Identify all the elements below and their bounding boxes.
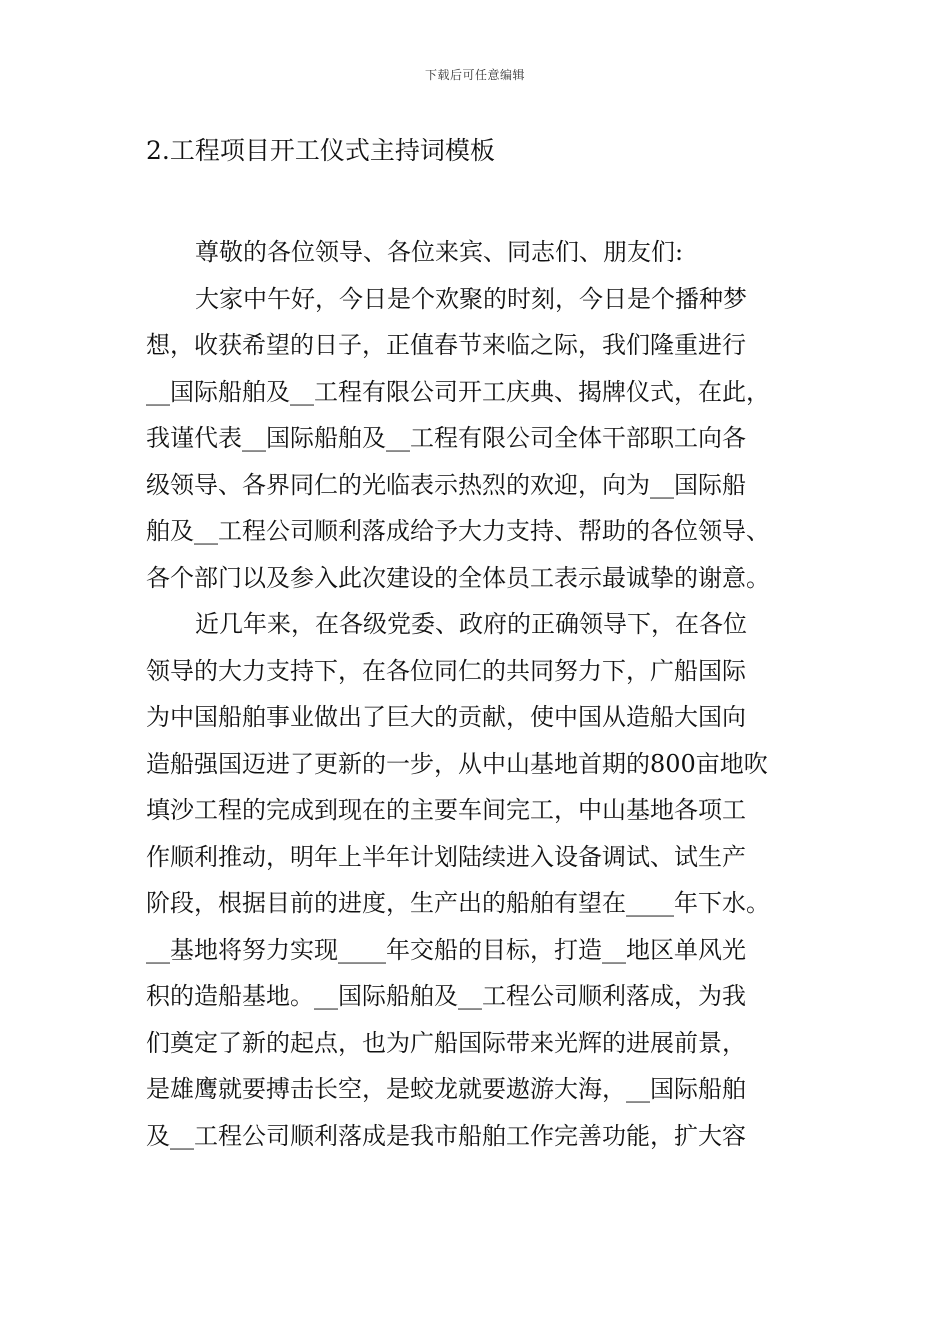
body-line: 舶及__工程公司顺利落成给予大力支持、帮助的各位领导、 [146,517,770,545]
body-line: 作顺利推动，明年上半年计划陆续进入设备调试、试生产 [146,842,746,871]
header-note: 下载后可任意编辑 [424,68,525,82]
body-line: 近几年来，在各级党委、政府的正确领导下，在各位 [195,610,747,638]
body-line: __国际船舶及__工程有限公司开工庆典、揭牌仪式，在此， [146,377,770,406]
body-line: 及__工程公司顺利落成是我市船舶工作完善功能，扩大容 [146,1121,746,1150]
body-line: 尊敬的各位领导、各位来宾、同志们、朋友们: [195,238,684,266]
body-line: 阶段，根据目前的进度，生产出的船舶有望在____年下水。 [146,889,770,917]
body-line: 级领导、各界同仁的光临表示热烈的欢迎，向为__国际船 [146,470,746,499]
body-line: 为中国船舶事业做出了巨大的贡献，使中国从造船大国向 [146,703,746,731]
body-line: 积的造船基地。__国际船舶及__工程公司顺利落成，为我 [146,982,746,1010]
document-title: 2.工程项目开工仪式主持词模板 [146,136,495,165]
body-line: 各个部门以及参入此次建设的全体员工表示最诚挚的谢意。 [146,563,770,592]
body-line: 大家中午好，今日是个欢聚的时刻，今日是个播种梦 [195,284,747,313]
body-line: 填沙工程的完成到现在的主要车间完工，中山基地各项工 [146,796,746,824]
body-line: __基地将努力实现____年交船的目标，打造__地区单风光 [146,935,746,964]
body-line: 们奠定了新的起点，也为广船国际带来光辉的进展前景， [146,1028,746,1057]
document-body [146,229,810,1159]
body-line: 领导的大力支持下，在各位同仁的共同努力下，广船国际 [146,656,746,685]
body-line: 想，收获希望的日子，正值春节来临之际，我们隆重进行 [146,331,746,359]
body-line: 是雄鹰就要搏击长空，是蛟龙就要遨游大海，__国际船舶 [146,1075,746,1103]
body-line: 造船强国迈进了更新的一步，从中山基地首期的800亩地吹 [146,749,768,778]
body-line: 我谨代表__国际船舶及__工程有限公司全体干部职工向各 [146,424,746,452]
